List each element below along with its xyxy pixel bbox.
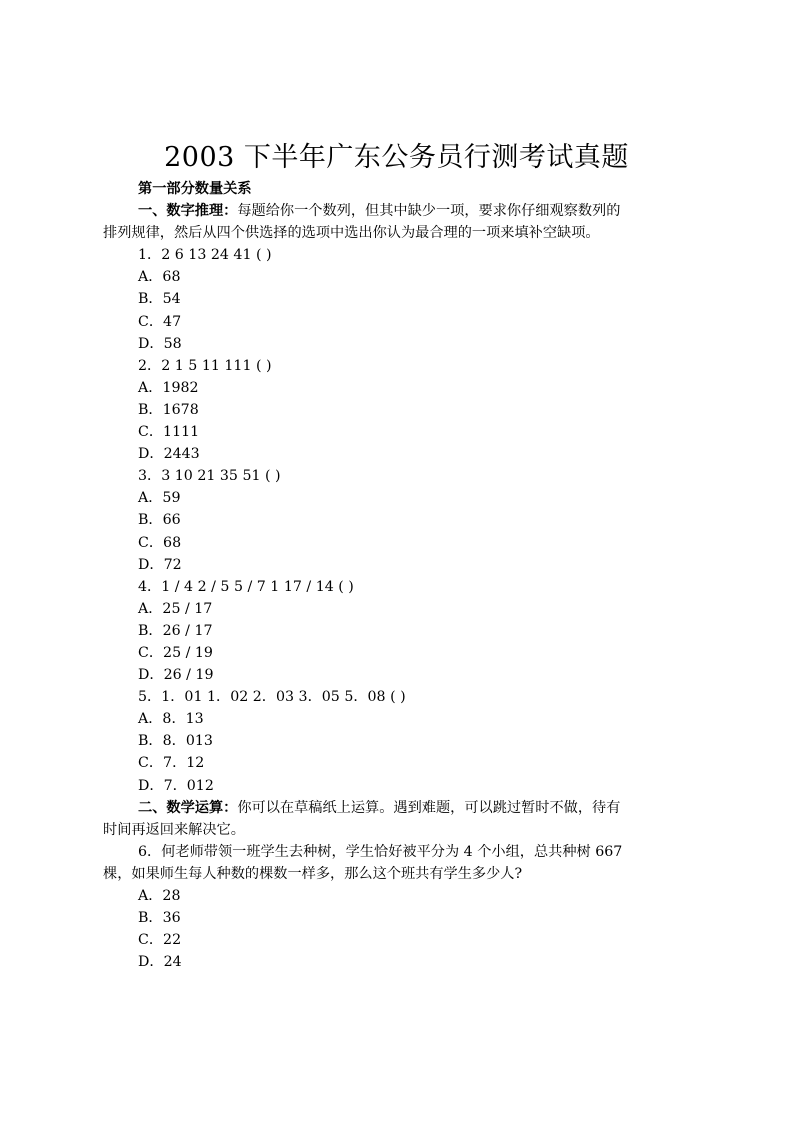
question-3 bbox=[103, 465, 698, 575]
question-6 bbox=[103, 841, 698, 974]
question-text: 1．2 6 13 24 41 ( ) bbox=[138, 247, 272, 264]
section1-label: 一、数字推理： bbox=[138, 203, 238, 220]
option-d: D．24 bbox=[138, 954, 182, 971]
document-body bbox=[103, 178, 698, 973]
question-text-line2: 棵，如果师生每人种数的棵数一样多，那么这个班共有学生多少人? bbox=[103, 865, 523, 882]
option-a: A．59 bbox=[138, 490, 181, 507]
option-d: D．72 bbox=[138, 556, 182, 573]
section2-text: 你可以在草稿纸上运算。遇到难题，可以跳过暂时不做，待有 bbox=[237, 799, 621, 816]
option-d: D．26 / 19 bbox=[138, 667, 214, 684]
option-a: A．68 bbox=[138, 269, 181, 286]
option-c: C．47 bbox=[138, 313, 182, 330]
option-a: A．28 bbox=[138, 888, 181, 904]
section2-label: 二、数学运算： bbox=[138, 799, 238, 816]
option-c: C．68 bbox=[138, 534, 182, 551]
question-1 bbox=[103, 244, 698, 354]
section1-instructions-line2: 排列规律，然后从四个供选择的选项中选出你认为最合理的一项来填补空缺项。 bbox=[103, 225, 600, 242]
option-b: B．26 / 17 bbox=[138, 622, 213, 639]
section1-text: 每题给你一个数列，但其中缺少一项，要求你仔细观察数列的 bbox=[237, 203, 621, 220]
section2-instructions-line1 bbox=[103, 797, 698, 819]
question-text-line1: 6．何老师带领一班学生去种树，学生恰好被平分为 4 个小组，总共种树 667 bbox=[138, 843, 623, 860]
option-c: C．22 bbox=[138, 932, 182, 949]
part-heading: 第一部分数量关系 bbox=[138, 181, 252, 197]
section2-instructions-line2: 时间再返回来解决它。 bbox=[103, 821, 245, 838]
option-a: A．8．13 bbox=[138, 711, 204, 728]
option-a: A．1982 bbox=[138, 379, 199, 396]
option-b: B．1678 bbox=[138, 401, 199, 418]
option-b: B．66 bbox=[138, 512, 181, 529]
option-a: A．25 / 17 bbox=[138, 600, 213, 617]
option-c: C．1111 bbox=[138, 424, 200, 441]
document-title: 2003 下半年广东公务员行测考试真题 bbox=[164, 142, 629, 173]
question-2 bbox=[103, 355, 698, 465]
option-b: B．36 bbox=[138, 910, 181, 927]
question-text: 4．1 / 4 2 / 5 5 / 7 1 17 / 14 ( ) bbox=[138, 578, 354, 595]
question-text: 2．2 1 5 11 111 ( ) bbox=[138, 357, 272, 374]
option-d: D．7．012 bbox=[138, 777, 214, 794]
option-b: B．54 bbox=[138, 291, 181, 308]
option-c: C．7．12 bbox=[138, 755, 205, 772]
section1-instructions-line1 bbox=[103, 200, 698, 222]
question-5 bbox=[103, 686, 698, 796]
question-text: 3．3 10 21 35 51 ( ) bbox=[138, 468, 281, 485]
option-d: D．2443 bbox=[138, 446, 200, 463]
question-4 bbox=[103, 576, 698, 686]
option-d: D．58 bbox=[138, 335, 182, 352]
option-b: B．8．013 bbox=[138, 733, 213, 750]
question-text: 5．1．01 1．02 2．03 3．05 5．08 ( ) bbox=[138, 689, 406, 706]
option-c: C．25 / 19 bbox=[138, 644, 213, 661]
